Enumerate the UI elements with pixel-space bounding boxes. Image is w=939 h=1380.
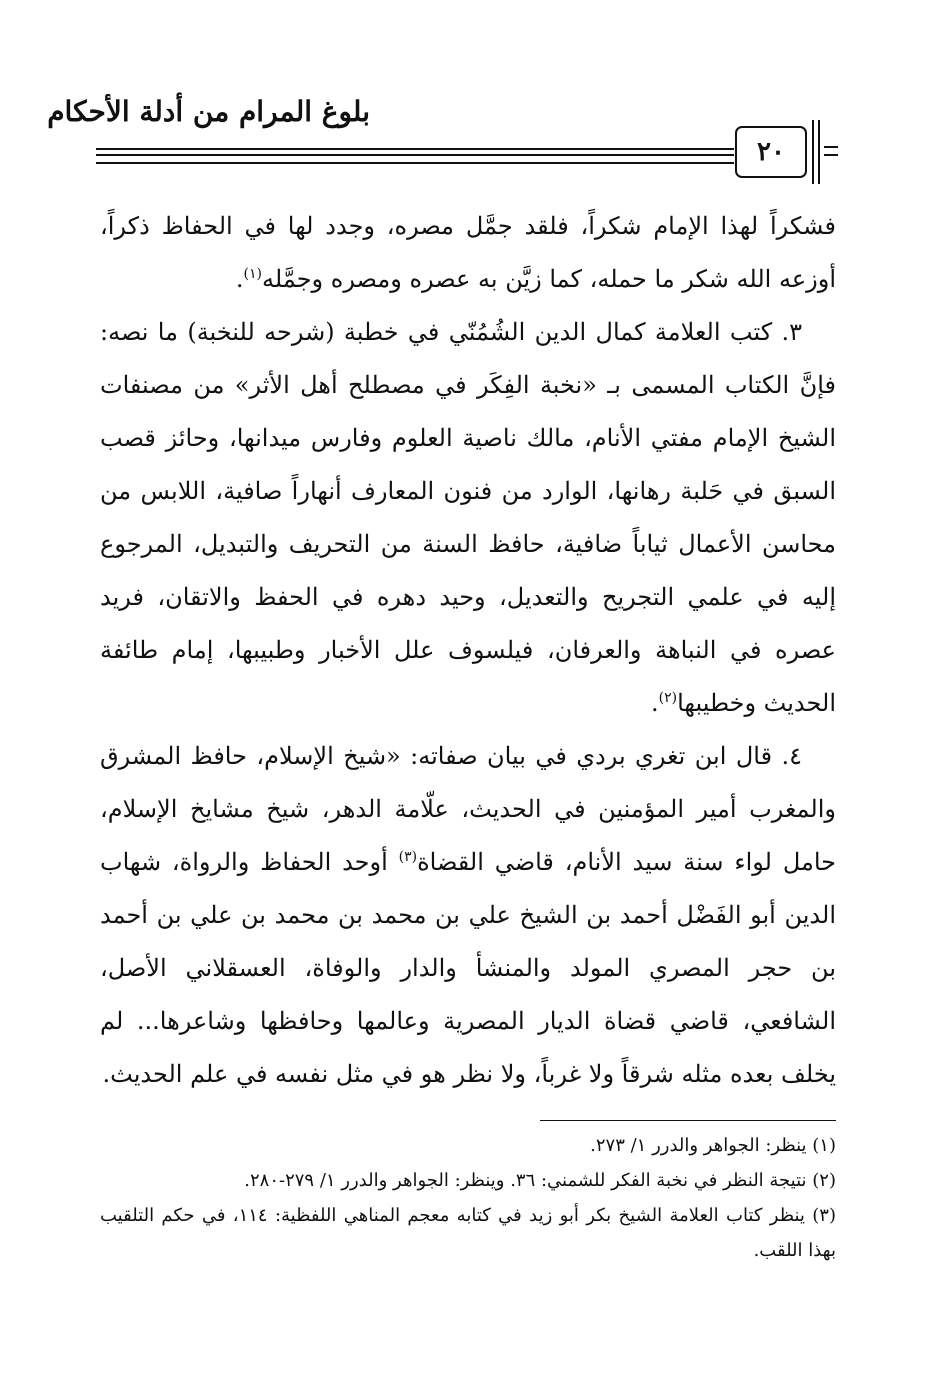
header-rule <box>96 148 734 150</box>
footnote-3: (٣) ينظر كتاب العلامة الشيخ بكر أبو زيد في كتابه معجم المناهي اللفظية: ١١٤، في حكم التلقيب بهذا اللقب. <box>100 1205 836 1261</box>
header-ornament-equals <box>824 146 838 156</box>
footnote-separator <box>540 1120 836 1121</box>
footnotes <box>100 1128 836 1268</box>
footnote-2: (٢) نتيجة النظر في نخبة الفكر للشمني: ٣٦. وينظر: الجواهر والدرر ١/ ٢٧٩-٢٨٠. <box>244 1170 836 1191</box>
page-number: ٢٠ <box>757 137 785 167</box>
paragraph-3: ٤. قال ابن تغري بردي في بيان صفاته: «شيخ الإسلام، حافظ المشرق والمغرب أمير المؤمنين في الحديث، علّامة الدهر، شيخ مشايخ الإسلام، حامل لواء سنة سيد الأنام، قاضي القضاة$^{(٣)}$ أوحد الحفاظ والرواة، شهاب الدين أبو الفَضْل أحمد بن الشيخ علي بن محمد بن محمد بن علي بن أحمد بن حجر المصري المولد والمنشأ والدار والوفاة، العسقلاني الأصل، الشافعي، قاضي قضاة الديار المصرية وعالمها وحافظها وشاعرها... لم يخلف بعده مثله شرقاً ولا غرباً، ولا نظر هو في مثل نفسه في علم الحديث. <box>100 742 837 1088</box>
header-rule <box>96 162 734 164</box>
header-rule <box>96 154 734 156</box>
header-ornament-bar <box>812 120 814 184</box>
main-text <box>100 200 836 1101</box>
paragraph-2: ٣. كتب العلامة كمال الدين الشُمُنّي في خطبة (شرحه للنخبة) ما نصه: فإنَّ الكتاب المسمى بـ «نخبة الفِكَر في مصطلح أهل الأثر» من مصنفات الشيخ الإمام مفتي الأنام، مالك ناصية العلوم وفارس ميدانها، وحائز قصب السبق في حَلبة رهانها، الوارد من فنون المعارف أنهاراً صافية، اللابس من محاسن الأعمال ثياباً ضافية، حافظ السنة من التحريف والتبديل، المرجوع إليه في علمي التجريح والتعديل، وحيد دهره في الحفظ والاتقان، فريد عصره في النباهة والعرفان، فيلسوف علل الأخبار وطبيبها، إمام طائفة الحديث وخطيبها$^{(٢)}$. <box>100 318 836 717</box>
footnote-1: (١) ينظر: الجواهر والدرر ١/ ٢٧٣. <box>590 1135 836 1156</box>
running-header-title: بلوغ المرام من أدلة الأحكام <box>47 95 370 128</box>
footnote-ref-3: (٣) <box>398 849 418 865</box>
footnote-ref-1: (١) <box>243 266 262 282</box>
footnote-ref-2: (٢) <box>658 690 678 706</box>
page-number-box <box>735 126 807 178</box>
header-ornament-bar <box>818 120 820 184</box>
paragraph-1: فشكراً لهذا الإمام شكراً، فلقد جمَّل مصره، وجدد لها في الحفاظ ذكراً، أوزعه الله شكر ما حمله، كما زيَّن به عصره ومصره وجمَّله$^{(١)}$. <box>100 212 836 293</box>
